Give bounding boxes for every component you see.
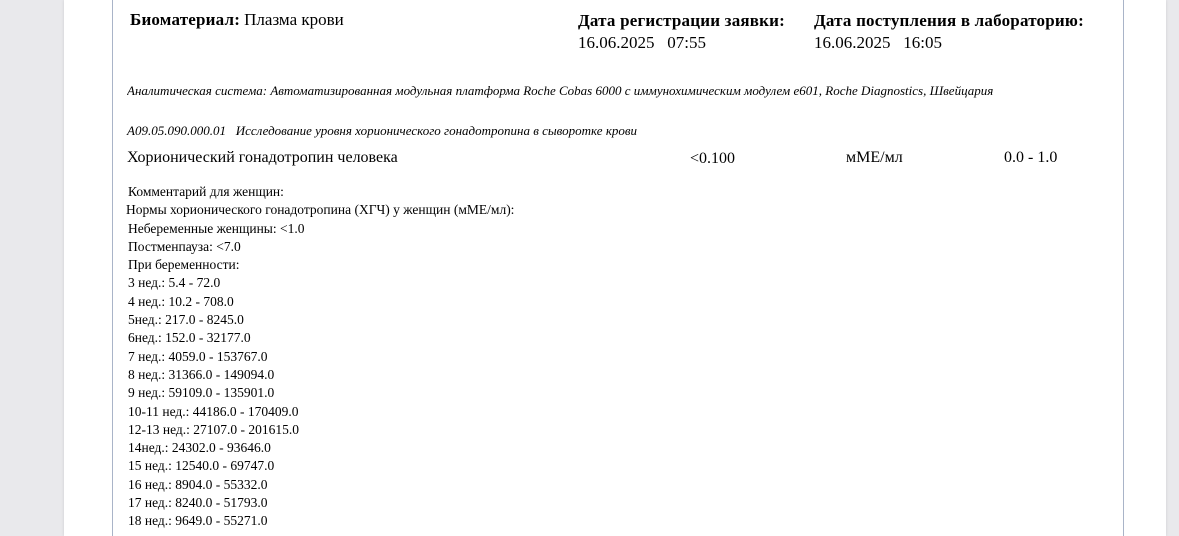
comment-line: 3 нед.: 5.4 - 72.0: [128, 275, 221, 291]
comment-line: Небеременные женщины: <1.0: [128, 220, 305, 236]
registration-datetime: [578, 33, 706, 53]
comment-block: [126, 183, 514, 531]
comment-line: 17 нед.: 8240.0 - 51793.0: [128, 495, 268, 511]
arrival-time: 16:05: [903, 33, 942, 52]
registration-date: 16.06.2025: [578, 33, 655, 52]
comment-line: 18 нед.: 9649.0 - 55271.0: [128, 513, 268, 529]
comment-line: 16 нед.: 8904.0 - 55332.0: [128, 476, 268, 492]
comment-line: 7 нед.: 4059.0 - 153767.0: [128, 348, 268, 364]
comment-line: Комментарий для женщин:: [128, 184, 284, 199]
comment-line: Постменпауза: <7.0: [128, 238, 241, 254]
comment-line: При беременности:: [128, 257, 240, 273]
comment-line: 14нед.: 24302.0 - 93646.0: [128, 440, 271, 456]
comment-line: 15 нед.: 12540.0 - 69747.0: [128, 458, 275, 474]
biomaterial-value: Плазма крови: [244, 10, 344, 29]
result-reference: 0.0 - 1.0: [1004, 149, 1058, 166]
comment-line: 6нед.: 152.0 - 32177.0: [128, 330, 251, 346]
registration-time: 07:55: [667, 33, 706, 52]
result-unit: мМЕ/мл: [846, 149, 903, 166]
arrival-label: Дата поступления в лабораторию:: [814, 11, 1084, 30]
study-line: [127, 123, 637, 139]
study-name: Исследование уровня хорионического гонадотропина в сыворотке крови: [235, 123, 638, 138]
comment-line: 9 нед.: 59109.0 - 135901.0: [128, 385, 275, 401]
comment-line: 8 нед.: 31366.0 - 149094.0: [128, 366, 275, 382]
analytic-system: Аналитическая система: Автоматизированная модульная платформа Roche Cobas 6000 с иммунохимическим модулем e601, Roche Diagnostics, Швейцария: [127, 83, 994, 98]
comment-line: Нормы хорионического гонадотропина (ХГЧ) у женщин (мМЕ/мл):: [126, 202, 515, 218]
result-test-name: Хорионический гонадотропин человека: [127, 149, 398, 166]
biomaterial-label: Биоматериал:: [130, 10, 241, 29]
study-code: A09.05.090.000.01: [127, 123, 226, 138]
comment-line: 5нед.: 217.0 - 8245.0: [128, 312, 244, 328]
result-value: <0.100: [690, 150, 736, 167]
arrival-date: 16.06.2025: [814, 33, 891, 52]
comment-line: 12-13 нед.: 27107.0 - 201615.0: [128, 421, 300, 437]
comment-line: 10-11 нед.: 44186.0 - 170409.0: [128, 403, 299, 419]
biomaterial-row: [130, 10, 344, 30]
comment-line: 4 нед.: 10.2 - 708.0: [128, 293, 234, 309]
arrival-datetime: [814, 33, 942, 53]
registration-label: Дата регистрации заявки:: [578, 11, 786, 30]
